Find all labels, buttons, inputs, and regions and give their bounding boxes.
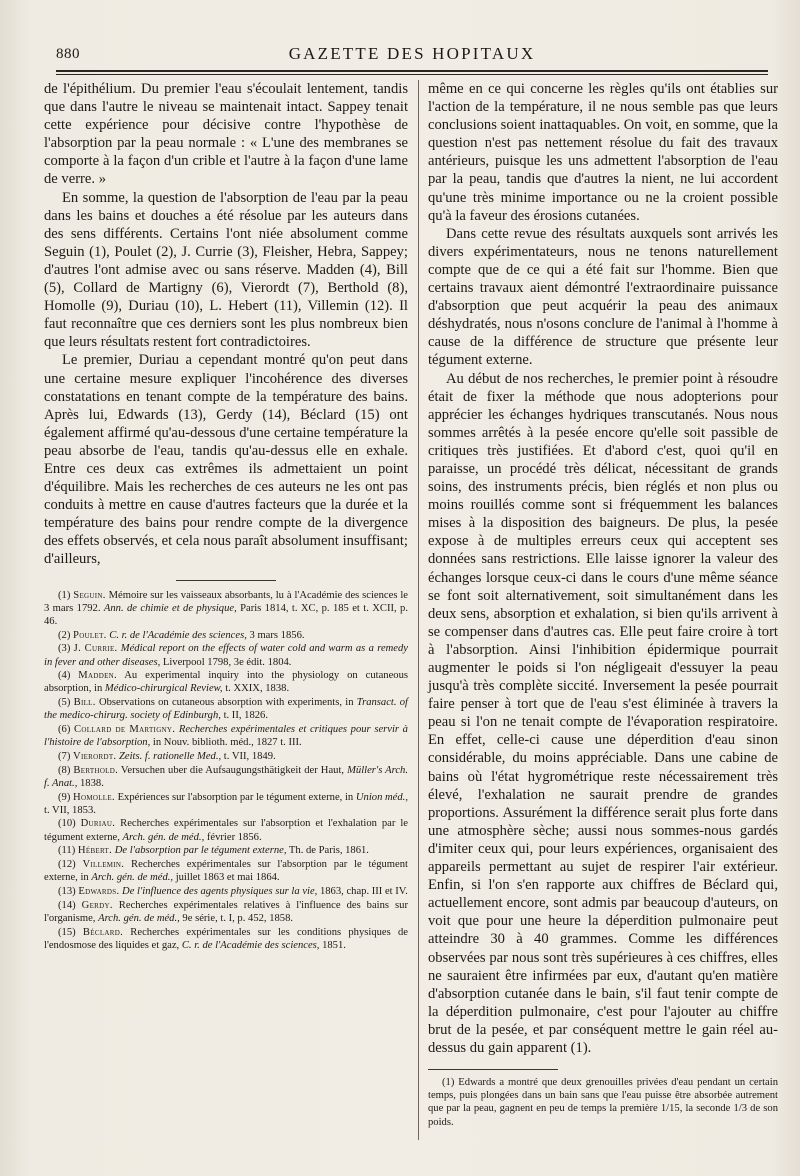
footnote-author: J. Currie. [73,643,118,655]
footnote [44,817,408,843]
footnote-number: (9) [58,791,71,803]
footnote-tail: 1863, chap. III et IV. [317,886,408,897]
footnote-number: (11) [58,845,76,857]
footnote [44,885,408,898]
footnote-text: Observations on cutaneous absorption with experiments, in [95,697,357,709]
footnote-number: (4) [58,670,71,682]
footnote-text: Recherches expérimentales sur l'absorption et l'exhalation par le tégument externe, [44,818,408,843]
page-number: 880 [56,46,80,62]
footnotes-left [44,589,408,952]
footnote-tail: 1838. [77,777,104,789]
footnote-right-block [428,1069,778,1129]
footnote-number: (5) [58,697,71,709]
body-paragraph: de l'épithélium. Du premier l'eau s'écoulait lentement, tandis que dans l'autre le niveau se maintenait intact. Sappey tenait cette expérience pour décisive contre l'hypothèse de l'absorption par la peau normale : « L'une des membranes se comporte à la façon d'un crible et l'autre à la façon d'une lame de verre. » [44,81,408,188]
footnote-title: C. r. de l'Académie des sciences, [181,939,320,951]
footnote-tail: in Nouv. biblioth. méd., 1827 t. III. [150,737,302,749]
footnote-rule [428,1069,558,1070]
footnote-title: Recherches expérimentales et critiques pour servir à l'histoire de l'absorption, [44,724,408,749]
footnote-title: Médico-chirurgical Review, [104,683,223,695]
footnote: (1) Edwards a montré que deux grenouilles privées d'eau pendant un certain temps, puis plongées dans un bain sans que l'eau puisse être absorbée autrement que par la peau, gagnent en peu de temps la première 1/15, la seconde 1/3 de son poids. [428,1077,778,1128]
footnote-author: Seguin. [73,589,106,601]
footnote-title: C. r. de l'Académie des sciences, [109,629,247,641]
footnote-number: (14) [58,899,76,911]
column-divider [418,80,419,1140]
footnote-author: Bill. [73,697,96,709]
footnote-text: Recherches expérimentales relatives à l'influence des bains sur l'organisme, [44,899,408,924]
footnote-text: Versuchen uber die Aufsaugungsthätigkeit der Haut, [118,764,348,776]
footnote [44,723,408,749]
running-title: GAZETTE DES HOPITAUX [288,44,536,63]
footnote [44,642,408,668]
footnote [44,844,408,857]
footnote-author: Hébert. [77,845,113,857]
footnote-author: Vierordt. [73,750,117,762]
footnote-tail: juillet 1863 et mai 1864. [173,872,280,884]
footnote-title: Arch. gén. de méd., [98,912,180,924]
right-column [428,80,778,1129]
footnote [44,589,408,629]
footnote-title: Müller's Arch. f. Anat., [44,764,409,789]
footnote-title: Zeits. f. rationelle Med., [119,750,222,762]
footnote [44,791,408,817]
footnote-title: De l'absorption par le tégument externe, [114,845,287,857]
footnote-number: (12) [58,859,76,871]
footnote-text: Au experimental inquiry into the physiology on cutaneous absorption, in [44,670,408,695]
footnote-number: (8) [58,764,71,776]
footnote [44,899,408,925]
footnote-text: Mémoire sur les vaisseaux absorbants, lu à l'Académie des sciences le 3 mars 1792. [44,589,408,614]
footnote-tail: 3 mars 1856. [246,629,305,641]
footnote-number: (3) [58,643,71,655]
footnote-author: Berthold. [73,764,119,776]
footnote-author: Gerdy. [81,899,113,911]
footnote-number: (10) [58,818,76,830]
footnote-tail: t. II, 1826. [220,710,268,722]
footnote-tail: 9e série, t. I, p. 452, 1858. [179,912,294,924]
footnote-title: Union méd., [355,791,408,803]
footnote [44,750,408,763]
footnote-author: Madden. [78,670,117,682]
body-paragraph: Le premier, Duriau a cependant montré qu'on peut dans une certaine mesure expliquer l'incohérence des diverses constatations en tenant compte de la température des bains. Après lui, Edwards (13), Gerdy (14), Béclard (15) ont également affirmé qu'au-dessous d'une certaine température la peau absorbe de l'eau, tandis qu'au-dessus elle en exhale. Entre ces deux cas extrêmes ils admettaient un point d'équilibre. Mais les recherches de ces auteurs ne les ont pas conduits à mettre en cause d'autres facteurs que la durée et la température des bains pour rendre compte de la divergence des effets observés, et cela nous paraît absolument insuffisant; d'ailleurs, [44,352,408,568]
footnote-title: Arch. gén. de méd., [91,872,174,884]
body-paragraph: même en ce qui concerne les règles qu'ils ont établies sur l'action de la température, il ne nous semble pas que leurs conclusions soient inattaquables. On voit, en somme, que la question n'est pas nettement résolue du fait des travaux antérieurs, puisque les uns admettent l'absorption de l'eau par la peau, tandis que d'autres la nient, ne lui accordent qu'une très minime importance ou ne la croient possible qu'à la faveur des érosions cutanées. [428,81,778,224]
footnote-title: Transact. of the medico-chirurg. society of Edinburgh, [44,697,408,722]
footnote-tail: Paris 1814, t. XC, p. 185 et t. XCII, p. 46. [44,602,408,627]
footnote-right [428,1076,778,1129]
footnote [44,696,408,722]
header-rule-thick [56,70,768,72]
footnote-tail: t. XXIX, 1838. [222,683,290,695]
footnote-title: Ann. de chimie et de physique, [103,602,237,614]
footnote-rule [176,580,276,581]
footnote-number: (1) [58,589,71,601]
footnote [44,669,408,695]
footnote-author: Edwards. [78,886,120,897]
footnote-text: Recherches expérimentales sur l'absorption par le tégument externe, in [44,859,408,884]
footnote-number: (13) [58,886,76,897]
footnote-author: Poulet. [73,629,107,641]
left-column [44,80,408,953]
footnote-tail: 1851. [319,939,346,951]
body-paragraph: Dans cette revue des résultats auxquels sont arrivés les divers expérimentateurs, nous ne tenons naturellement compte que de ce qui a été fait sur l'homme. Bien que certains travaux aient démontré l'extraordinaire puissance d'absorption que peut acquérir la peau des animaux déshydratés, nous n'osons conclure de l'animal à l'homme à cause de la différence de structure que présente leur tégument externe. [428,225,778,369]
footnote-title: Médical report on the effects of water cold and warm as a remedy in fever and other diseases, [44,643,408,668]
footnote-number: (15) [58,926,76,938]
footnote [44,926,408,952]
footnote-number: (2) [58,629,71,641]
footnote-tail: Th. de Paris, 1861. [286,845,369,857]
footnote-title: Arch. gén. de méd., [122,831,205,843]
header-rule-thin [56,74,768,75]
footnote-author: Béclard. [82,926,124,938]
footnote [44,629,408,642]
footnote-tail: février 1856. [204,831,262,843]
body-paragraph: Au début de nos recherches, le premier point à résoudre était de fixer la méthode que nous adopterions pour apprécier les échanges hydriques transcutanés. Nous nous sommes arrêtés à la pesée encore qu'elle soit passible de critiques très justifiées. Et d'abord c'est, quoi qu'il en paraisse, un procédé très délicat, nécessitant de grands soins, des instruments précis, bien réglés et non plus ou moins rouillés comme sont si fréquemment les balances mises à la disposition des baigneurs. De plus, la pesée expose à de multiples erreurs ceux qui acceptent ses données sans restrictions. Elle laisse ignorer la valeur des échanges lorsque ceux-ci dans le cours d'une même séance se font soit alternativement, soit simultanément dans les deux sens, absorption et exhalation, si bien qu'ils arrivent à se compenser dans d'autres cas. Elle peut faire croire à tort à l'absorption. Ainsi l'inhibition épidermique pourrait augmenter le poids si l'on négligeait d'essuyer la peau jusqu'à très complète siccité. Inversement la pesée pourrait faire penser à tort que de l'eau s'est éliminée à travers la peau si l'on ne tenait compte de l'évaporation respiratoire. En effet, celle-ci cause une déperdition d'eau sinon considérable, du moins appréciable. Dans une cabine de bains où l'état hygrométrique reste nécessairement très élevé, l'exhalation ne saurait prendre de grandes proportions. Assurément la différence serait plus forte dans une atmosphère sèche; aussi nous sommes-nous gardés d'imiter ceux qui, pour leurs expériences, organisaient des appareils permettant au sujet de respirer l'air extérieur. Enfin, si l'on s'en rapporte aux chiffres de Béclard qui, actuellement encore, sont admis par beaucoup d'auteurs, on voit que pour une heure la déperdition pulmonaire peut atteindre 30 à 40 grammes. Comme les différences observées par nous sont très supérieures à ces chiffres, elles ne sauraient être infirmées par eux, d'autant qu'en matière d'absorption cutanée dans le bain, s'il faut tenir compte de la déperdition pulmonaire, c'est pour l'ajouter au chiffre brut de la pesée, et par conséquent mettre le gain réel au-dessus du gain apparent (1). [428,370,778,1056]
footnote-number: (6) [58,724,71,736]
footnote [44,858,408,884]
footnote-author: Duriau. [80,818,116,830]
footnote-tail: t. VII, 1853. [44,804,96,816]
footnote-tail: Liverpool 1798, 3e édit. 1804. [160,656,292,668]
footnote-text: Recherches expérimentales sur les conditions physiques de l'endosmose des liquides et gaz, [44,926,408,951]
footnote-title: De l'influence des agents physiques sur la vie, [122,886,318,897]
footnote-text: Expériences sur l'absorption par le tégument externe, in [114,791,356,803]
footnote-tail: t. VII, 1849. [221,750,276,762]
footnote-number: (7) [58,750,71,762]
footnote-author: Homolle. [73,791,115,803]
footnote [44,764,408,790]
footnote-author: Collard de Martigny. [74,724,176,736]
footnote-author: Villemin. [82,859,125,871]
body-paragraph: En somme, la question de l'absorption de l'eau par la peau dans les bains et douches a été résolue par les auteurs dans des sens différents. Certains l'ont niée absolument comme Seguin (1), Poulet (2), J. Currie (3), Fleisher, Hebra, Sappey; d'autres l'ont admise avec ou sans réserve. Madden (4), Bill (5), Collard de Martigny (6), Vierordt (7), Berthold (8), Homolle (9), Duriau (10), L. Hebert (11), Villemin (12). Il faut reconnaître que ces derniers sont les plus nombreux bien que leurs résultats restent fort contradictoires. [44,189,408,351]
page-header [56,42,768,68]
